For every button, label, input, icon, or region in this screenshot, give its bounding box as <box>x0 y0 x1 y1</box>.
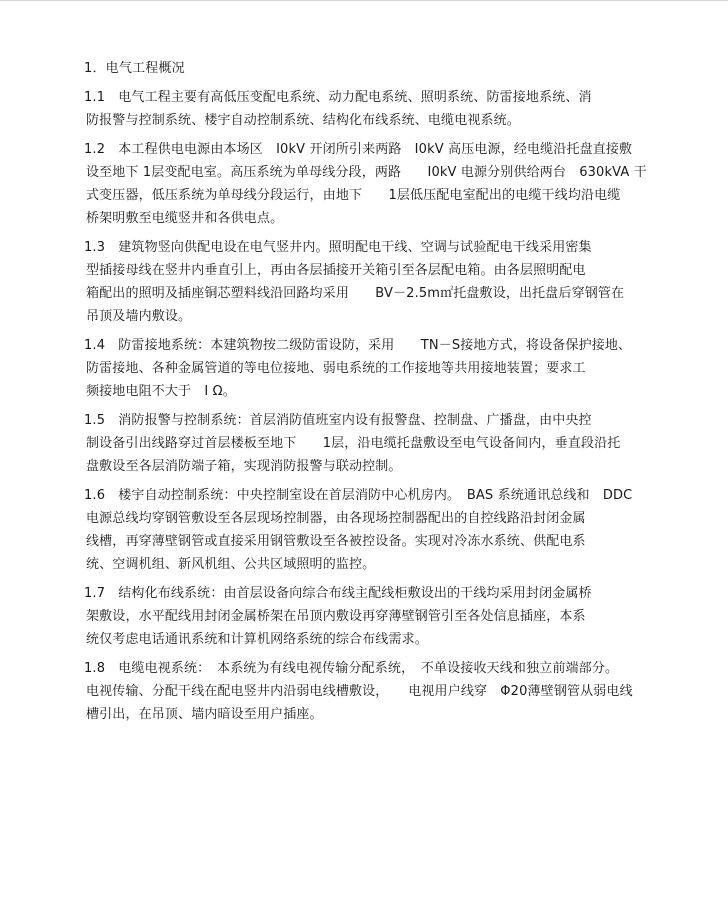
paragraph-line: 槽引出，在吊顶、墙内暗设至用户插座。 <box>86 707 323 722</box>
paragraph-3 <box>84 236 664 328</box>
paragraph-line: 桥架明敷至电缆竖井和各供电点。 <box>86 211 284 226</box>
paragraph-1 <box>84 86 664 132</box>
paragraph-line: 吊顶及墙内敷设。 <box>86 309 192 324</box>
paragraph-line: 式变压器，低压系统为单母线分段运行，由地下 1层低压配电室配出的电缆干线均沿电缆 <box>86 188 621 203</box>
paragraph-line: 架敷设，水平配线用封闭金属桥架在吊顶内敷设再穿薄壁钢管引至各处信息插座，本系 <box>86 609 586 624</box>
paragraph-list <box>84 86 664 726</box>
paragraph-7 <box>84 582 664 651</box>
paragraph-line: 电源总线均穿钢管敷设至各层现场控制器，由各现场控制器配出的自控线路沿封闭金属 <box>86 511 586 526</box>
paragraph-line: 1.1 电气工程主要有高低压变配电系统、动力配电系统、照明系统、防雷接地系统、消 <box>84 90 592 105</box>
paragraph-line: 1.7 结构化布线系统：由首层设备向综合布线主配线柜敷设出的干线均采用封闭金属桥 <box>84 586 592 601</box>
paragraph-4 <box>84 334 664 403</box>
paragraph-8 <box>84 657 664 726</box>
paragraph-line: 1.4 防雷接地系统：本建筑物按二级防雷设防，采用 TN－S接地方式，将设备保护接地、 <box>84 338 632 353</box>
paragraph-2 <box>84 138 664 230</box>
paragraph-line: 防雷接地、各种金属管道的等电位接地、弱电系统的工作接地等共用接地装置；要求工 <box>86 361 586 376</box>
paragraph-line: 频接地电阻不大于 I Ω。 <box>86 384 236 399</box>
top-divider <box>0 0 728 1</box>
paragraph-line: 型插接母线在竖井内垂直引上，再由各层插接开关箱引至各层配电箱。由各层照明配电 <box>86 263 586 278</box>
paragraph-line: 1.2 本工程供电电源由本场区 I0kV 开闭所引来两路 I0kV 高压电源，经电缆沿托盘直接敷 <box>84 142 633 157</box>
paragraph-line: 箱配出的照明及插座铜芯塑料线沿回路均采用 BV－2.5m㎡托盘敷设，出托盘后穿钢管在 <box>86 286 625 301</box>
paragraph-line: 1.8 电缆电视系统： 本系统为有线电视传输分配系统， 不单设接收天线和独立前端部分。 <box>84 661 619 676</box>
paragraph-line: 1.6 楼宇自动控制系统：中央控制室设在首层消防中心机房内。 BAS 系统通讯总线和 DDC <box>84 488 633 503</box>
paragraph-line: 线槽，再穿薄壁钢管或直接采用钢管敷设至各被控设备。实现对冷冻水系统、供配电系 <box>86 534 586 549</box>
paragraph-line: 设至地下 1层变配电室。高压系统为单母线分段，两路 I0kV 电源分别供给两台 630kVA 干 <box>86 165 647 180</box>
paragraph-6 <box>84 484 664 576</box>
paragraph-line: 电视传输、分配干线在配电竖井内沿弱电线槽敷设， 电视用户线穿 Φ20薄壁钢管从弱电线 <box>86 684 633 699</box>
section-heading: 1．电气工程概况 <box>84 61 185 76</box>
paragraph-line: 盘敷设至各层消防端子箱，实现消防报警与联动控制。 <box>86 459 402 474</box>
paragraph-line: 统仅考虑电话通讯系统和计算机网络系统的综合布线需求。 <box>86 632 428 647</box>
paragraph-line: 统、空调机组、新风机组、公共区域照明的监控。 <box>86 557 376 572</box>
paragraph-line: 制设备引出线路穿过首层楼板至地下 1层，沿电缆托盘敷设至电气设备间内，垂直段沿托 <box>86 436 621 451</box>
paragraph-line: 防报警与控制系统、楼宇自动控制系统、结构化布线系统、电缆电视系统。 <box>86 113 520 128</box>
paragraph-5 <box>84 409 664 478</box>
paragraph-line: 1.5 消防报警与控制系统：首层消防值班室内设有报警盘、控制盘、广播盘，由中央控 <box>84 413 592 428</box>
paragraph-line: 1.3 建筑物竖向供配电设在电气竖井内。照明配电干线、空调与试验配电干线采用密集 <box>84 240 592 255</box>
document-body <box>84 58 664 732</box>
